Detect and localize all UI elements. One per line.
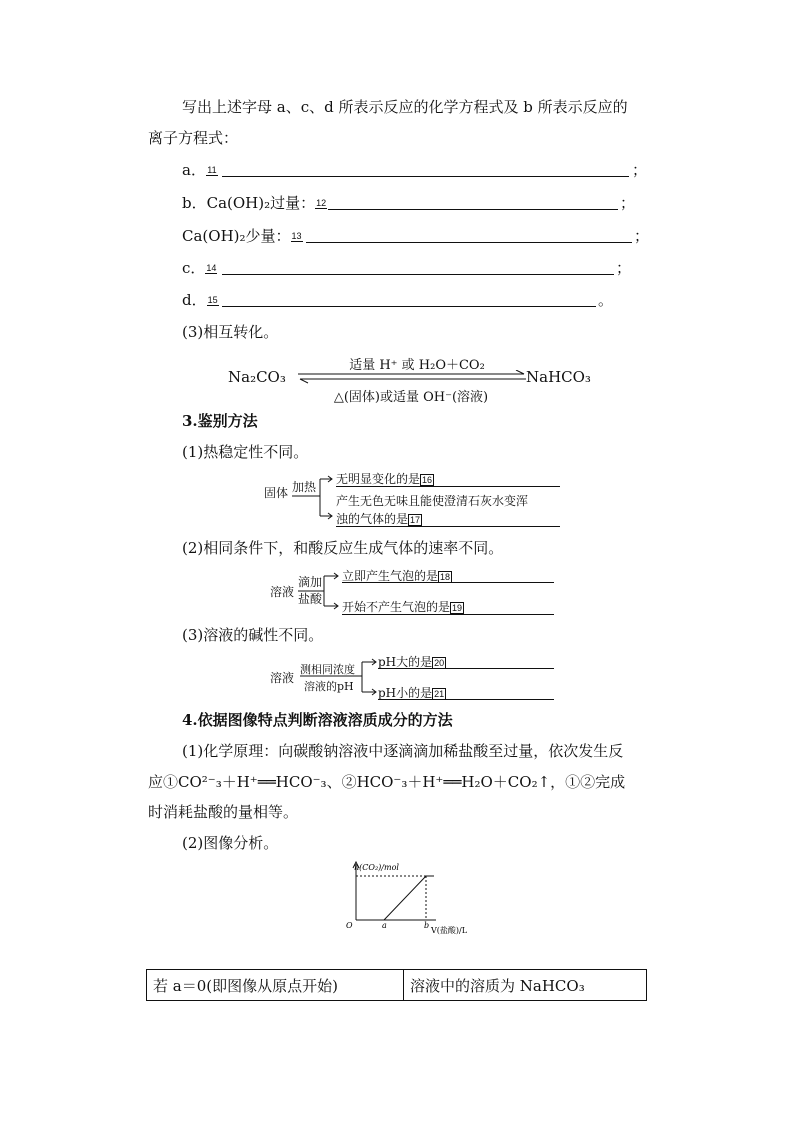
conversion-bottom-label: △(固体)或适量 OH⁻(溶液) [333, 390, 489, 405]
section-3-title: (3)相互转化。 [182, 323, 279, 341]
method-3-branch [298, 654, 380, 700]
rising-line [384, 876, 426, 920]
branch-text: 立即产生气泡的是 [342, 569, 439, 583]
conversion-left: Na₂CO₃ [228, 368, 286, 386]
answer-line [336, 486, 560, 487]
blank-prefix: d． [182, 291, 207, 309]
blank-number: 15 [207, 295, 218, 305]
blank-prefix: a． [182, 161, 206, 179]
blank-number: 16 [422, 474, 433, 485]
blank-number: 11 [207, 165, 217, 175]
blank-number: 17 [410, 514, 421, 525]
method-1-root: 固体 [264, 486, 289, 500]
blank-end: ； [634, 227, 650, 245]
intro-line-2: 离子方程式： [148, 129, 239, 147]
answer-line [342, 614, 554, 615]
method-3-title: (3)溶液的碱性不同。 [182, 626, 324, 644]
blank-b2 [182, 226, 303, 246]
method-2-cond-2: 盐酸 [298, 592, 323, 606]
method-1-branch-1 [336, 472, 434, 486]
branch-text: 无明显变化的是 [336, 472, 421, 486]
blank-end: ； [620, 194, 636, 212]
answer-line [378, 699, 554, 700]
branch-text: 浊的气体的是 [336, 512, 409, 526]
method-2-title: (2)相同条件下，和酸反应生成气体的速率不同。 [182, 539, 504, 557]
method-1-branch-2b [336, 512, 422, 526]
equilibrium-arrows [296, 370, 528, 384]
method-3-cond-1: 测相同浓度 [300, 663, 355, 676]
blank-b [182, 193, 327, 213]
table-cell: 若 a＝0(即图像从原点开始) [147, 970, 404, 1001]
graph-method-p3: 时消耗盐酸的量相等。 [148, 803, 299, 821]
blank-number: 13 [291, 231, 302, 241]
method-2-branch-1 [342, 569, 452, 583]
blank-c [182, 258, 217, 278]
blank-prefix: b．Ca(OH)₂过量： [182, 194, 316, 212]
blank-prefix: Ca(OH)₂少量： [182, 227, 291, 245]
method-2-branch [296, 568, 342, 614]
y-axis-label: n(CO₂)/mol [354, 863, 399, 872]
method-2-cond-1: 滴加 [298, 575, 323, 589]
method-1-condition: 加热 [292, 480, 317, 494]
graph-method-heading: 4.依据图像特点判断溶液溶质成分的方法 [182, 711, 453, 729]
blank-end: ； [616, 259, 632, 277]
tick-a-label: a [382, 921, 387, 930]
answer-line [378, 668, 554, 669]
graph-method-p2: 应①CO²⁻₃＋H⁺══HCO⁻₃、②HCO⁻₃＋H⁺══H₂O＋CO₂↑，①②完成 [148, 773, 626, 791]
method-3-branch-2 [378, 686, 446, 700]
answer-line [222, 306, 596, 307]
identify-heading: 3.鉴别方法 [182, 412, 258, 430]
blank-number: 19 [452, 602, 463, 613]
tick-b-label: b [424, 921, 430, 930]
method-3-branch-1 [378, 655, 446, 669]
blank-d [182, 290, 219, 310]
origin-label: O [346, 921, 353, 930]
blank-number: 18 [440, 571, 451, 582]
blank-a [182, 160, 218, 180]
intro-line-1: 写出上述字母 a、c、d 所表示反应的化学方程式及 b 所表示反应的 [182, 98, 628, 116]
table-row [147, 970, 647, 1001]
answer-line [222, 176, 629, 177]
blank-end: 。 [598, 291, 614, 309]
answer-line [342, 582, 554, 583]
graph-method-p4: (2)图像分析。 [182, 834, 279, 852]
x-axis-label: V(盐酸)/L [431, 926, 468, 935]
method-2-branch-2 [342, 600, 464, 614]
answer-line [336, 526, 560, 527]
method-3-cond-2: 溶液的pH [304, 680, 354, 693]
conversion-top-label: 适量 H⁺ 或 H₂O＋CO₂ [349, 358, 485, 373]
table-cell: 溶液中的溶质为 NaHCO₃ [404, 970, 647, 1001]
answer-line [328, 209, 618, 210]
branch-text: pH大的是 [378, 655, 433, 669]
blank-prefix: c． [182, 259, 206, 277]
branch-text: 开始不产生气泡的是 [342, 600, 451, 614]
blank-number: 14 [206, 263, 217, 273]
result-table [146, 969, 647, 1001]
blank-number: 21 [434, 688, 445, 699]
method-1-branch-2a: 产生无色无味且能使澄清石灰水变浑 [336, 494, 529, 508]
conversion-right: NaHCO₃ [526, 368, 591, 386]
answer-line [306, 242, 632, 243]
graph-method-p1: (1)化学原理：向碳酸钠溶液中逐滴滴加稀盐酸至过量，依次发生反 [182, 742, 624, 760]
method-3-root: 溶液 [270, 671, 295, 685]
method-2-root: 溶液 [270, 585, 295, 599]
branch-text: pH小的是 [378, 686, 433, 700]
blank-number: 12 [316, 198, 327, 208]
method-1-title: (1)热稳定性不同。 [182, 443, 309, 461]
blank-number: 20 [434, 657, 445, 668]
co2-plot [340, 858, 490, 938]
answer-line [222, 274, 614, 275]
blank-end: ； [632, 161, 648, 179]
method-1-branch [290, 472, 336, 522]
